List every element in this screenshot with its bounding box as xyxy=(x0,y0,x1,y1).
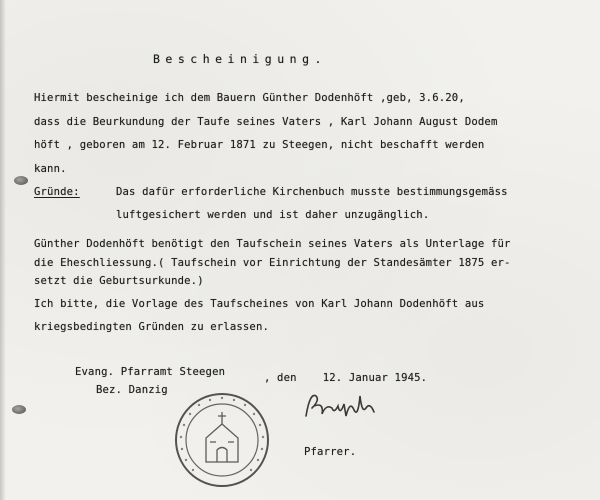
punch-hole-top xyxy=(14,176,28,185)
body-line-4: kann. xyxy=(34,163,67,175)
office-line-2: Bez. Danzig xyxy=(96,384,168,396)
body-line-1: Hiermit bescheinige ich dem Bauern Günther Dodenhöft ,geb, 3.6.20, xyxy=(34,92,465,104)
page-edge-shadow xyxy=(0,0,6,500)
body-line-2: dass die Beurkundung der Taufe seines Vaters , Karl Johann August Dodem xyxy=(34,116,498,128)
church-seal xyxy=(172,390,272,490)
para2-line-3: setzt die Geburtsurkunde.) xyxy=(34,275,204,287)
grounds-line-1: Das dafür erforderliche Kirchenbuch musste bestimmungsgemäss xyxy=(116,186,508,198)
date-line: , den 12. Januar 1945. xyxy=(264,372,428,384)
punch-hole-bottom xyxy=(12,405,26,414)
document-title: Bescheinigung. xyxy=(153,52,327,66)
pastor-signature xyxy=(300,386,390,426)
signoff-title: Pfarrer. xyxy=(304,446,357,458)
office-line-1: Evang. Pfarramt Steegen xyxy=(75,366,226,378)
para3-line-1: Ich bitte, die Vorlage des Taufscheines von Karl Johann Dodenhöft aus xyxy=(34,298,485,310)
para2-line-2: die Eheschliessung.( Taufschein vor Einrichtung der Standesämter 1875 er- xyxy=(34,257,511,269)
grounds-line-2: luftgesichert werden und ist daher unzugänglich. xyxy=(116,209,430,221)
grounds-label: Gründe: xyxy=(34,186,80,198)
para3-line-2: kriegsbedingten Gründen zu erlassen. xyxy=(34,321,270,333)
para2-line-1: Günther Dodenhöft benötigt den Taufschein seines Vaters als Unterlage für xyxy=(34,238,511,250)
body-line-3: höft , geboren am 12. Februar 1871 zu Steegen, nicht beschafft werden xyxy=(34,139,485,151)
